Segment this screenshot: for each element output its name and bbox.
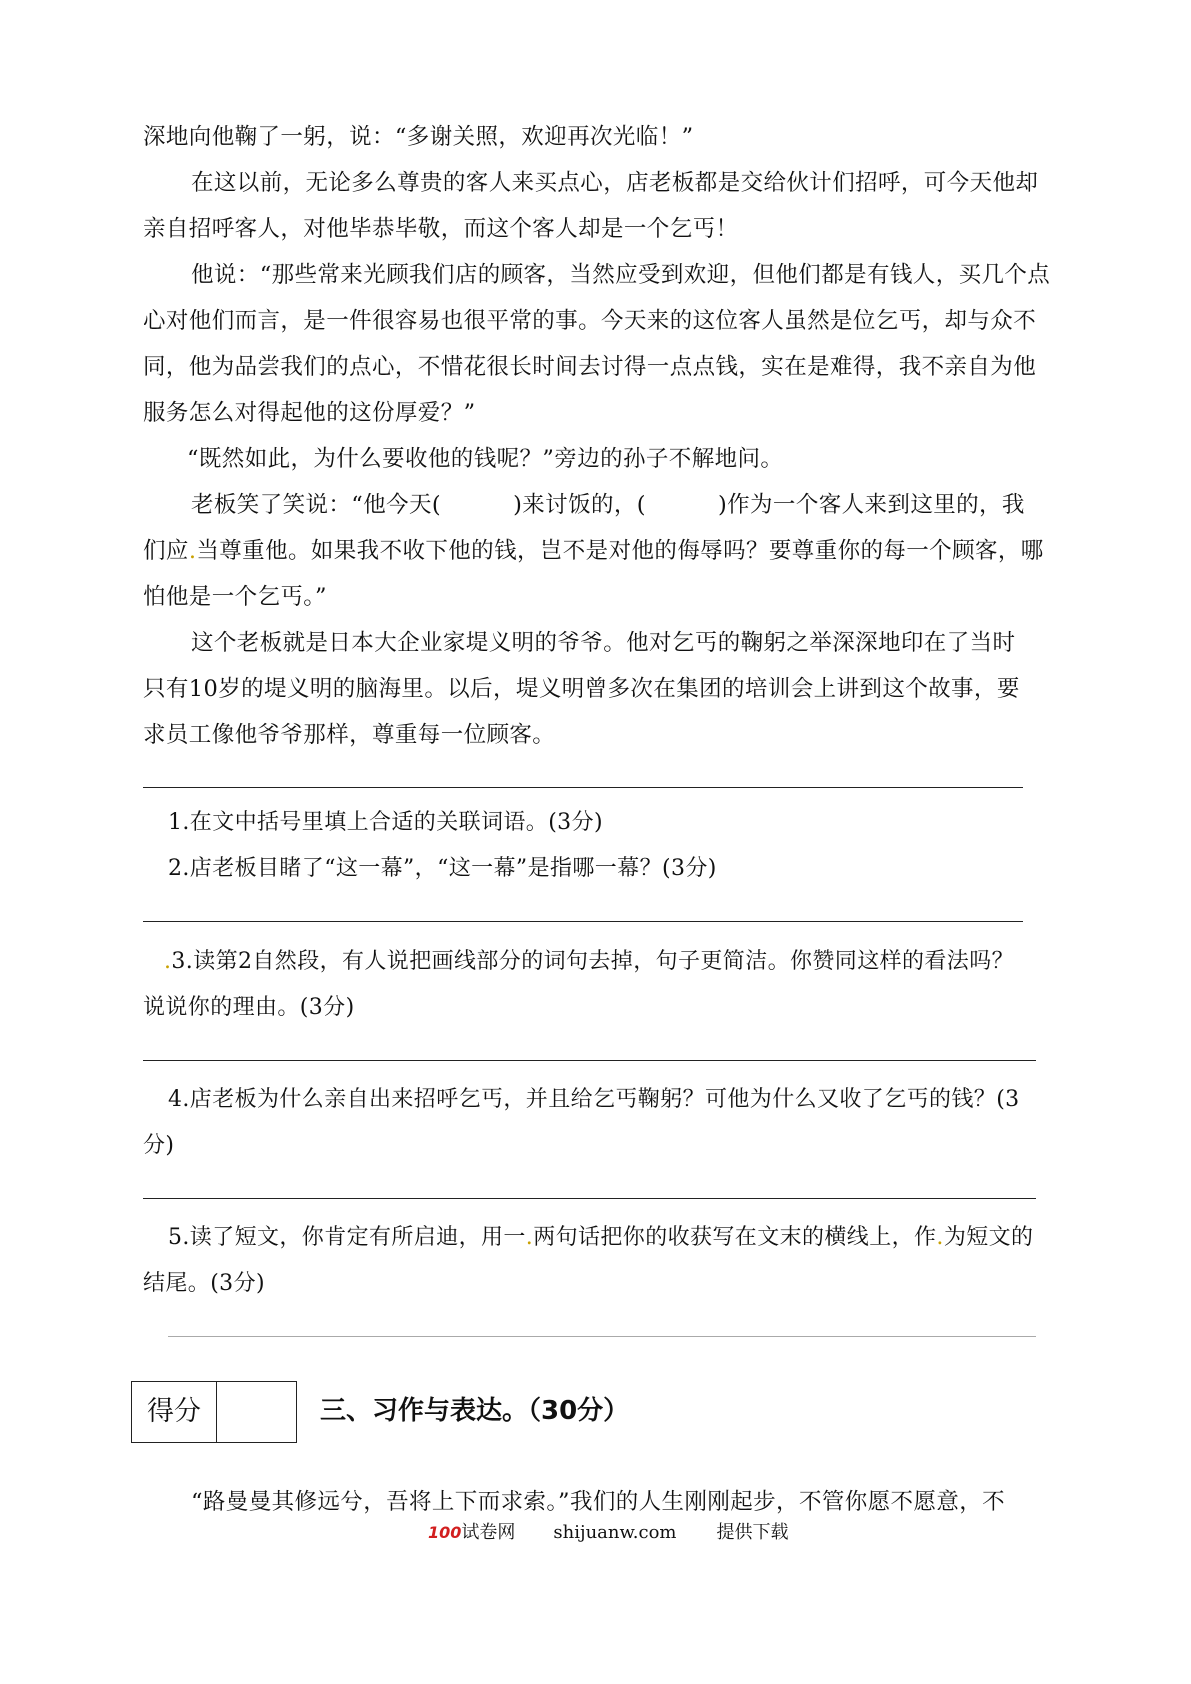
- answer-line-4[interactable]: [143, 1198, 1036, 1199]
- page-footer: [428, 1521, 788, 1545]
- q5-part-a: 5.读了短文，你肯定有所启迪，用一: [168, 1225, 526, 1250]
- mark-dot-icon: .: [164, 949, 172, 974]
- passage-line-6: 同，他为品尝我们的点心，不惜花很长时间去讨得一点点钱，实在是难得，我不亲自为他: [143, 354, 1037, 380]
- question-5-line-2: 结尾。(3分): [143, 1271, 265, 1296]
- site-logo: 100: [428, 1523, 462, 1542]
- mark-dot-icon: .: [525, 1225, 534, 1250]
- footer-note: 提供下载: [716, 1522, 789, 1543]
- passage-line-3: 亲自招呼客人，对他毕恭毕敬，而这个客人却是一个乞丐！: [143, 216, 739, 242]
- blank-line-part-c: )作为一个客人来到这里的，我: [717, 492, 1025, 518]
- question-5-line-1: [168, 1223, 1063, 1253]
- blank-line-part-b: )来讨饭的，(: [513, 492, 646, 518]
- passage-line-5: 心对他们而言，是一件很容易也很平常的事。今天来的这位客人虽然是位乞丐，却与众不: [143, 308, 1037, 334]
- passage-line-1: 深地向他鞠了一躬，说：“多谢关照，欢迎再次光临！”: [143, 124, 694, 150]
- passage-line-8: “既然如此，为什么要收他的钱呢？”旁边的孙子不解地问。: [187, 446, 784, 472]
- blank-line-part-a: 老板笑了笑说：“他今天(: [191, 492, 442, 518]
- question-3-text: 3.读第2自然段，有人说把画线部分的词句去掉，句子更简洁。你赞同这样的看法吗？: [171, 949, 1014, 974]
- passage-line-4: 他说：“那些常来光顾我们店的顾客，当然应受到欢迎，但他们都是有钱人，买几个点: [191, 262, 1051, 288]
- question-3-line-1: [164, 947, 1059, 977]
- score-input-cell[interactable]: [217, 1382, 296, 1442]
- answer-line-5[interactable]: [168, 1336, 1036, 1337]
- footer-site[interactable]: shijuanw.com: [553, 1522, 677, 1543]
- answer-line-2[interactable]: [143, 921, 1023, 922]
- answer-line-3[interactable]: [143, 1060, 1036, 1061]
- passage-line-16: 求员工像他爷爷那样，尊重每一位顾客。: [143, 722, 556, 748]
- ending-answer-line[interactable]: [143, 787, 1023, 788]
- q5-part-b: 两句话把你的收获写在文末的横线上，作: [533, 1225, 937, 1250]
- passage-line-7: 服务怎么对得起他的这份厚爱？”: [143, 400, 476, 426]
- question-4-line-2: 分): [143, 1133, 175, 1158]
- question-2: 2.店老板目睹了“这一幕”，“这一幕”是指哪一幕？(3分): [168, 856, 717, 881]
- passage-line-12: [143, 536, 1063, 566]
- passage-line-blanks: [191, 490, 1063, 520]
- question-1: 1.在文中括号里填上合适的关联词语。(3分): [168, 810, 603, 835]
- footer-brand: 试卷网: [461, 1522, 516, 1543]
- line-12-rest: 当尊重他。如果我不收下他的钱，岂不是对他的侮辱吗？要尊重你的每一个顾客，哪: [196, 538, 1044, 564]
- question-4-line-1: 4.店老板为什么亲自出来招呼乞丐，并且给乞丐鞠躬？可他为什么又收了乞丐的钱？(3: [168, 1087, 1020, 1112]
- line-12-start: 们应: [143, 538, 189, 564]
- passage-line-15: 只有10岁的堤义明的脑海里。以后，堤义明曾多次在集团的培训会上讲到这个故事，要: [143, 676, 1020, 702]
- score-label: 得分: [132, 1382, 217, 1442]
- section-title: 三、习作与表达。（30分）: [320, 1396, 630, 1426]
- passage-line-2: 在这以前，无论多么尊贵的客人来买点心，店老板都是交给伙计们招呼，可今天他却: [191, 170, 1039, 196]
- essay-prompt-line: “路曼曼其修远兮，吾将上下而求索。”我们的人生刚刚起步，不管你愿不愿意，不: [191, 1489, 1006, 1515]
- q5-part-c: 为短文的: [943, 1225, 1034, 1250]
- passage-line-13: 怕他是一个乞丐。”: [143, 584, 327, 610]
- passage-line-14: 这个老板就是日本大企业家堤义明的爷爷。他对乞丐的鞠躬之举深深地印在了当时: [191, 630, 1016, 656]
- mark-dot-icon: .: [936, 1225, 944, 1250]
- score-box: [131, 1381, 297, 1443]
- mark-dot-icon: .: [188, 538, 197, 564]
- question-3-line-2: 说说你的理由。(3分): [143, 995, 355, 1020]
